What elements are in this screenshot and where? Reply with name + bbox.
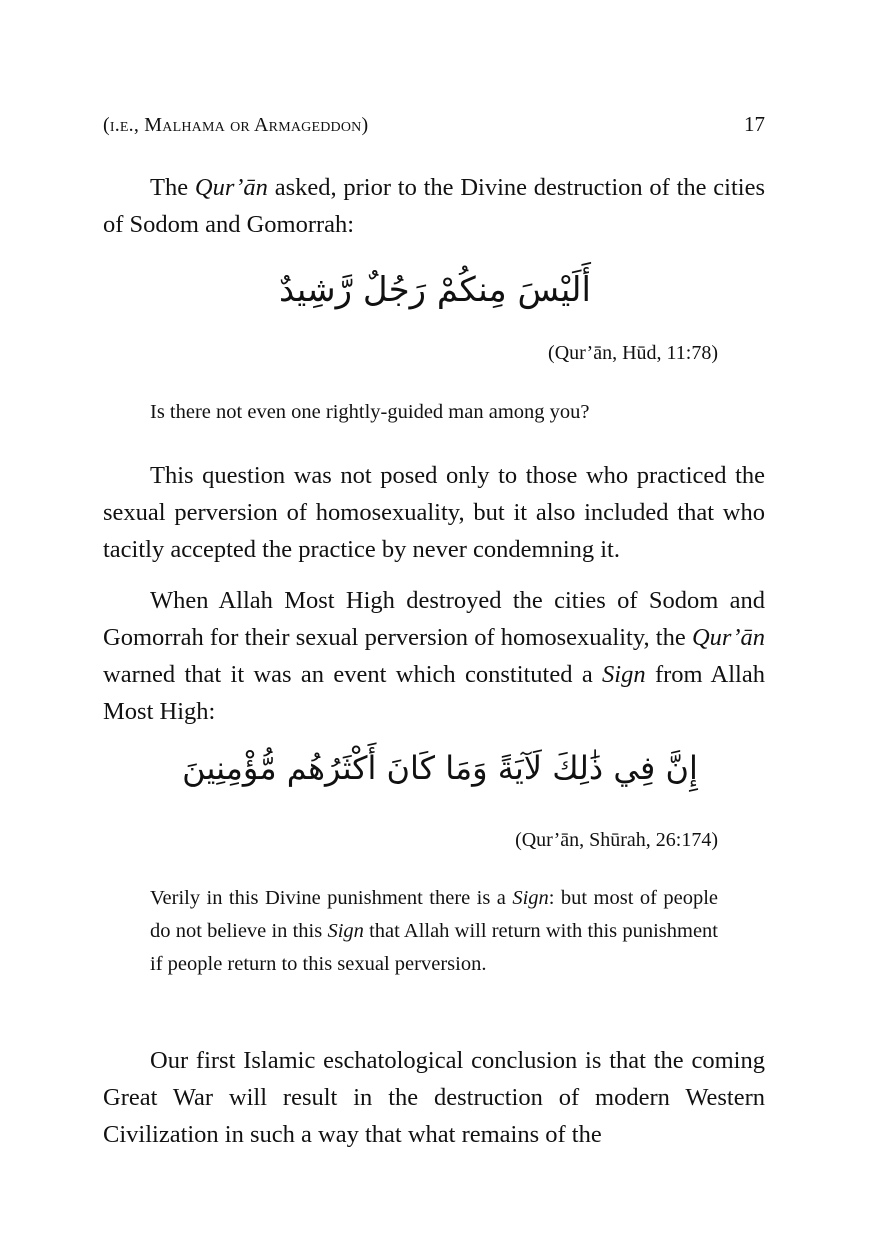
paragraph-text: The — [150, 174, 195, 201]
italic-term: Sign — [602, 661, 646, 688]
running-header — [103, 112, 765, 140]
paragraph-text: from Allah Most High: — [103, 661, 765, 725]
translation-text: Verily in this Divine punishment there is a — [150, 887, 513, 909]
italic-term: Sign — [327, 920, 364, 942]
translation-text: that Allah will return with this punishment if people return to this sexual perversion. — [150, 920, 718, 975]
citation-hud: (Qur’ān, Hūd, 11:78) — [548, 342, 718, 364]
paragraph-sign-warning — [103, 582, 765, 730]
paragraph-sodom-question-intro — [103, 169, 765, 243]
paragraph-text: asked, prior to the Divine destruction of the cities of Sodom and Gomorrah: — [103, 174, 766, 238]
citation-shurah: (Qur’ān, Shūrah, 26:174) — [515, 829, 718, 851]
arabic-verse-shurah: إِنَّ فِي ذَٰلِكَ لَآيَةً وَمَا كَانَ أَكْثَرُهُم مُّؤْمِنِينَ — [182, 749, 698, 787]
paragraph-text: When Allah Most High destroyed the cities of Sodom and Gomorrah for their sexual perversion of homosexuality, the — [103, 587, 765, 651]
translation-text: : but most of people do not believe in this — [150, 887, 718, 942]
page-number: 17 — [744, 112, 765, 136]
italic-term: Qur’ān — [691, 624, 765, 651]
paragraph-text: warned that it was an event which constituted a — [103, 661, 603, 688]
running-header-title: (i.e., Malhama or Armageddon) — [103, 114, 369, 136]
arabic-verse-hud: أَلَيْسَ مِنكُمْ رَجُلٌ رَّشِيدٌ — [279, 270, 591, 310]
italic-term: Qur’ān — [194, 174, 268, 201]
paragraph-eschatological-conclusion: Our first Islamic eschatological conclusion is that the coming Great War will result in the destruction of modern Western Civilization in such a way that what remains of the — [103, 1047, 765, 1148]
paragraph-question-scope: This question was not posed only to those who practiced the sexual perversion of homosexuality, but it also included that who tacitly accepted the practice by never condemning it. — [103, 462, 765, 563]
italic-term: Sign — [512, 887, 549, 909]
translation-hud: Is there not even one rightly-guided man among you? — [150, 401, 590, 423]
translation-shurah — [150, 882, 718, 981]
